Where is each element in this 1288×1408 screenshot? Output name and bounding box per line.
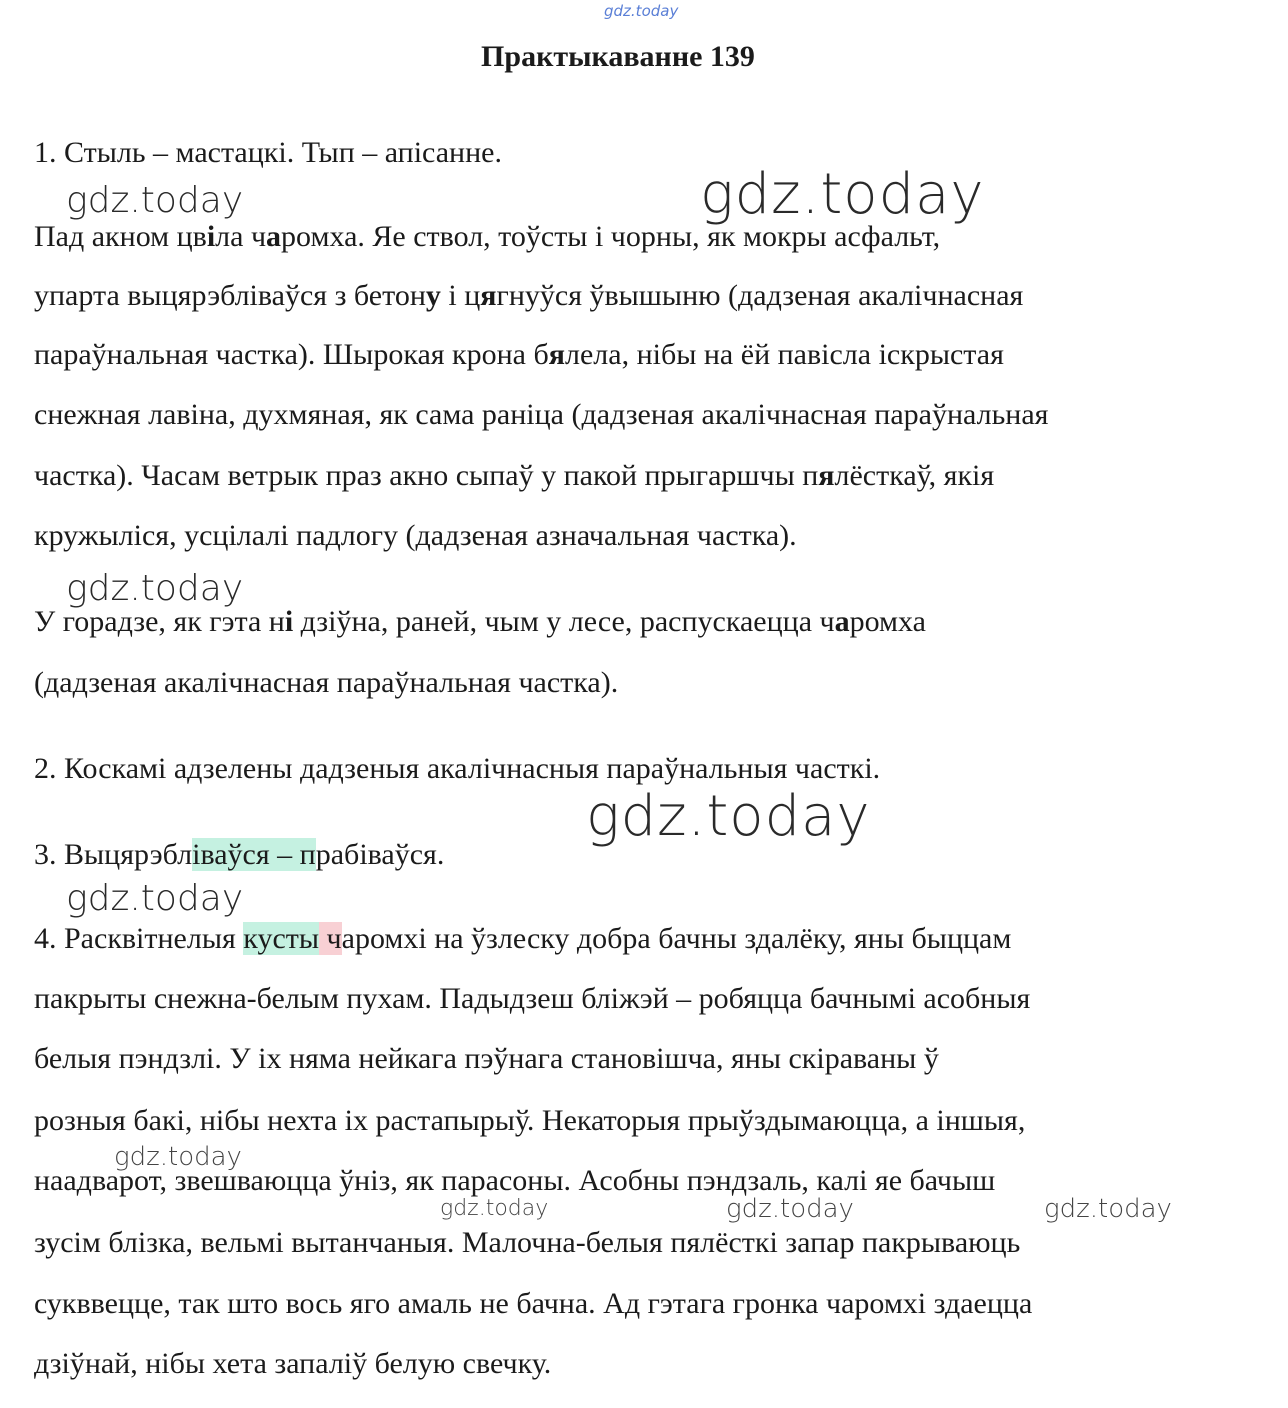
text-run: гнуўся ўвышыню (дадзеная акалічнасная xyxy=(496,279,1024,312)
section-4-line-4: розныя бакі, нібы нехта іх растапырыў. Некаторыя прыўздымаюцца, а іншыя, xyxy=(34,1104,1026,1137)
watermark: gdz.today xyxy=(114,1142,242,1172)
bold-letter: і xyxy=(206,220,216,253)
section-4-line-5: наадварот, звешваюцца ўніз, як парасоны. Асобны пэндзаль, калі яе бачыш xyxy=(34,1164,996,1197)
highlighted-text: ч xyxy=(319,922,342,955)
text-run: лёсткаў, якія xyxy=(834,459,995,492)
paragraph-1-line-2 xyxy=(34,277,1023,315)
watermark: gdz.today xyxy=(66,180,244,221)
text-run: упарта выцярэблiваўся з бетон xyxy=(34,279,426,312)
text-run: снежная лавіна, духмяная, як сама раніца (дадзеная акалічнасная параўнальная xyxy=(34,398,1049,431)
paragraph-2-line-2 xyxy=(34,664,618,702)
paragraph-1-line-5 xyxy=(34,457,994,495)
text-run: ла ч xyxy=(215,220,267,253)
section-1-heading: 1. Стыль – мастацкі. Тып – апісанне. xyxy=(34,136,502,169)
watermark: gdz.today xyxy=(440,1196,549,1221)
section-4-line-3: белыя пэндзлі. У іх няма нейкага пэўнага становішча, яны скіраваны ў xyxy=(34,1042,939,1075)
text-run: Пад акном цв xyxy=(34,220,207,253)
bold-letter: а xyxy=(834,605,850,638)
text-run: 4. Расквітнелыя xyxy=(34,922,244,955)
text-run: дзіўна, раней, чым у лесе, распускаецца ч xyxy=(293,605,835,638)
section-4-line-1 xyxy=(34,920,1011,958)
watermark: gdz.today xyxy=(1044,1194,1172,1224)
text-run: рабіваўся. xyxy=(315,838,445,871)
text-run: ромха xyxy=(849,605,926,638)
paragraph-1-line-4 xyxy=(34,396,1048,434)
text-run: У горадзе, як гэта н xyxy=(34,605,285,638)
watermark-top: gdz.today xyxy=(604,2,679,20)
bold-letter: я xyxy=(548,338,565,371)
section-4-line-7: сукввецце, так што вось яго амаль не бачна. Ад гэтага гронка чаромхі здаецца xyxy=(34,1287,1033,1320)
text-run: лела, нібы на ёй павісла іскрыстая xyxy=(565,338,1004,371)
bold-letter: я xyxy=(818,459,835,492)
bold-letter: у xyxy=(425,279,441,312)
section-3-text xyxy=(34,836,444,874)
page-title: Практыкаванне 139 xyxy=(481,40,755,73)
bold-letter: я xyxy=(480,279,497,312)
section-4-line-8: дзіўнай, нібы хета запаліў белую свечку. xyxy=(34,1347,552,1380)
text-run: ромха. Яе ствол, тоўсты і чорны, як мокры асфальт, xyxy=(281,220,941,253)
watermark: gdz.today xyxy=(726,1194,854,1224)
text-run: кружыліся, усцілалі падлогу (дадзеная азначальная частка). xyxy=(34,519,797,552)
highlighted-text: іваўся – п xyxy=(192,838,316,871)
watermark: gdz.today xyxy=(66,568,244,609)
text-run: аромхі на ўзлеску добра бачны здалёку, яны быццам xyxy=(341,922,1012,955)
paragraph-2-line-1 xyxy=(34,603,926,641)
text-run: і ц xyxy=(440,279,481,312)
paragraph-1-line-3 xyxy=(34,336,1004,374)
text-run: 3. Выцярэбл xyxy=(34,838,193,871)
text-run: параўнальная частка). Шырокая крона б xyxy=(34,338,549,371)
watermark: gdz.today xyxy=(586,784,871,849)
highlighted-text: кусты xyxy=(243,922,320,955)
text-run: частка). Часам ветрык праз акно сыпаў у пакой прыгаршчы п xyxy=(34,459,819,492)
text-run: (дадзеная акалічнасная параўнальная частка). xyxy=(34,666,619,699)
section-4-line-6: зусім блізка, вельмі вытанчаныя. Малочна-белыя пялёсткі запар пакрываюць xyxy=(34,1226,1021,1259)
section-4-line-2: пакрыты снежна-белым пухам. Падыдзеш бліжэй – робяцца бачнымі асобныя xyxy=(34,982,1031,1015)
watermark: gdz.today xyxy=(700,162,985,227)
paragraph-1-line-6 xyxy=(34,517,797,555)
section-2-text: 2. Коскамі адзелены дадзеныя акалічнасныя параўнальныя часткі. xyxy=(34,752,881,785)
watermark: gdz.today xyxy=(66,878,244,919)
bold-letter: а xyxy=(266,220,282,253)
paragraph-1-line-1 xyxy=(34,218,940,256)
bold-letter: і xyxy=(284,605,294,638)
